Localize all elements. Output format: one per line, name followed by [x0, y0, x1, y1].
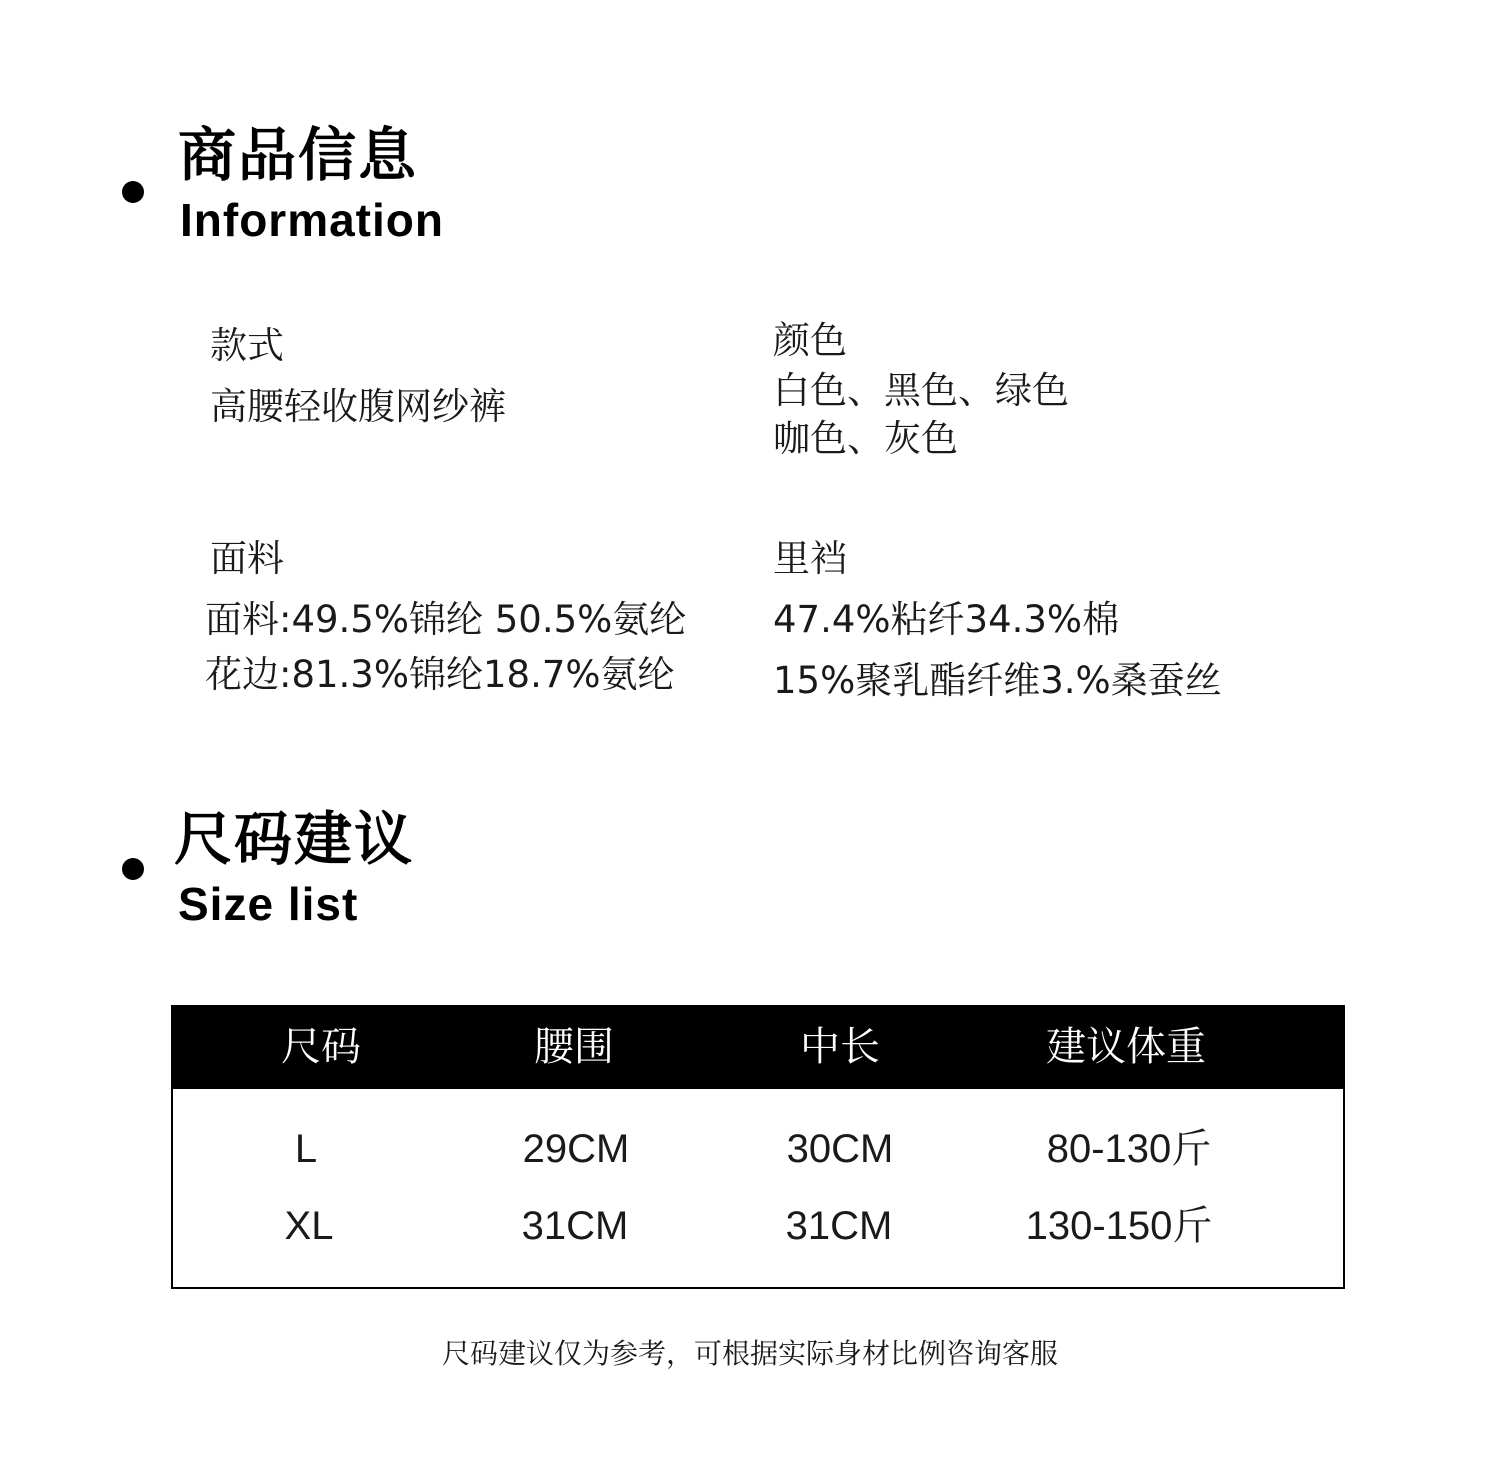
size-section-bullet — [122, 858, 144, 880]
info-section-title-cn: 商品信息 — [178, 121, 419, 189]
fabric-value-line1: 面料:49.5%锦纶 50.5%氨纶 — [205, 598, 687, 641]
size-section-title-en: Size list — [178, 878, 359, 930]
size-section-title-cn: 尺码建议 — [174, 805, 415, 873]
size-table-header — [173, 1007, 1343, 1089]
row-l-weight: 80-130斤 — [1046, 1127, 1212, 1171]
row-l-waist: 29CM — [522, 1127, 630, 1171]
fabric-value-line2: 花边:81.3%锦纶18.7%氨纶 — [205, 653, 675, 696]
header-waist: 腰围 — [534, 1024, 614, 1070]
row-xl-size: XL — [284, 1204, 334, 1248]
crotch-label: 里裆 — [773, 537, 847, 580]
row-l-length: 30CM — [786, 1127, 894, 1171]
row-xl-length: 31CM — [785, 1204, 893, 1248]
header-size: 尺码 — [281, 1024, 361, 1070]
row-xl-waist: 31CM — [521, 1204, 629, 1248]
info-section-bullet — [122, 181, 144, 203]
info-section-title-en: Information — [180, 194, 444, 246]
color-value-line2: 咖色、灰色 — [773, 417, 958, 460]
style-label: 款式 — [210, 324, 284, 367]
color-value-line1: 白色、黑色、绿色 — [773, 369, 1069, 412]
row-xl-weight: 130-150斤 — [1025, 1204, 1213, 1248]
row-l-size: L — [294, 1127, 318, 1171]
size-footnote: 尺码建议仅为参考，可根据实际身材比例咨询客服 — [441, 1337, 1058, 1370]
size-table — [171, 1005, 1345, 1289]
crotch-value-line1: 47.4%粘纤34.3%棉 — [773, 598, 1120, 641]
fabric-label: 面料 — [210, 537, 284, 580]
crotch-value-line2: 15%聚乳酯纤维3.%桑蚕丝 — [773, 659, 1222, 702]
style-value: 高腰轻收腹网纱裤 — [210, 385, 506, 428]
color-label: 颜色 — [773, 319, 847, 362]
header-weight: 建议体重 — [1046, 1024, 1206, 1070]
header-length: 中长 — [800, 1024, 880, 1070]
